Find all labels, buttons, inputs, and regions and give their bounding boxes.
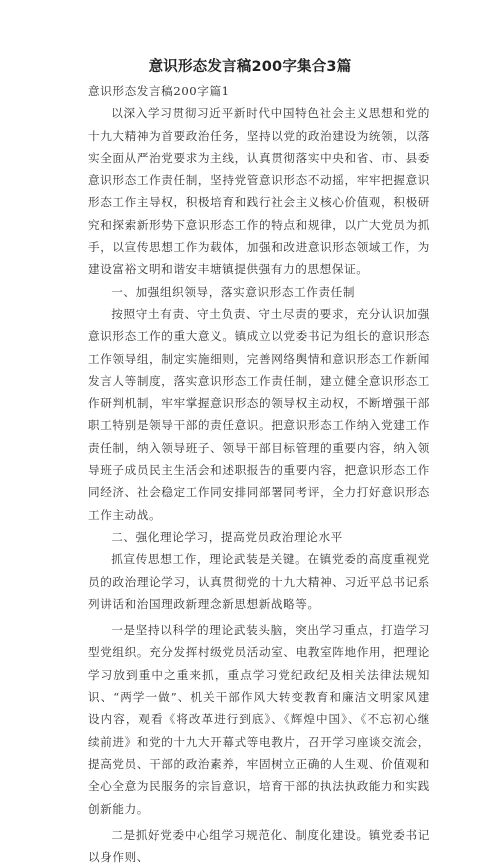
paragraph-leadership: 按照守土有责、守土负责、守土尽责的要求，充分认识加强意识形态工作的重大意义。镇成立以党委书记为组长的意识形态工作领导组，制定实施细则，完善网络舆情和意识形态工作新闻发言人等制度，落实意识形态工作责任制，建立健全意识形态工作研判机制，牢牢掌握意识形态的领导权主动权，不断增强干部职工特别是领导干部的责任意识。把意识形态工作纳入党建工作责任制，纳入领导班子、领导干部目标管理的重要内容，纳入领导班子成员民主生活会和述职报告的重要内容，把意识形态工作同经济、社会稳定工作同安排同部署同考评，全力打好意识形态工作主动战。: [88, 306, 430, 522]
paragraph-theory: 抓宣传思想工作，理论武装是关键。在镇党委的高度重视党员的政治理论学习，认真贯彻党的十九大精神、习近平总书记系列讲话和治国理政新理念新思想新战略等。: [88, 552, 430, 611]
paragraph-point-1: 一是坚持以科学的理论武装头脑，突出学习重点，打造学习型党组织。充分发挥村级党员活动室、电教室阵地作用，把理论学习放到重中之重来抓，重点学习党纪政纪及相关法律法规知识、“两学一做”、机关干部作风大转变教育和廉洁文明家风建设内容，观看《将改革进行到底》、《辉煌中国》、《不忘初心继续前进》和党的十九大开幕式等电教片，召开学习座谈交流会，提高党员、干部的政治素养，牢固树立正确的人生观、价值观和全心全意为民服务的宗旨意识，培育干部的执法执政能力和实践创新能力。: [88, 623, 430, 816]
section-heading-1: 一、加强组织领导，落实意识形态工作责任制: [111, 284, 356, 299]
document-subtitle: 意识形态发言稿200字篇1: [88, 84, 230, 98]
paragraph-intro: 以深入学习贯彻习近平新时代中国特色社会主义思想和党的十九大精神为首要政治任务，坚持以党的政治建设为统领，以落实全面从严治党要求为主线，认真贯彻落实中央和省、市、县委意识形态工作责任制，坚持党管意识形态不动摇，牢牢把握意识形态工作主导权，积极培育和践行社会主义核心价值观，积极研究和探索新形势下意识形态工作的特点和规律，以广大党员为抓手，以宣传思想工作为载体，加强和改进意识形态领域工作，为建设富裕文明和谐安丰塘镇提供强有力的思想保证。: [88, 106, 430, 277]
document-title: 意识形态发言稿200字集合3篇: [148, 59, 352, 75]
section-heading-2: 二、强化理论学习，提高党员政治理论水平: [111, 529, 343, 544]
document-body: [88, 80, 430, 868]
paragraph-point-2: 二是抓好党委中心组学习规范化、制度化建设。镇党委书记以身作则、: [88, 827, 430, 865]
